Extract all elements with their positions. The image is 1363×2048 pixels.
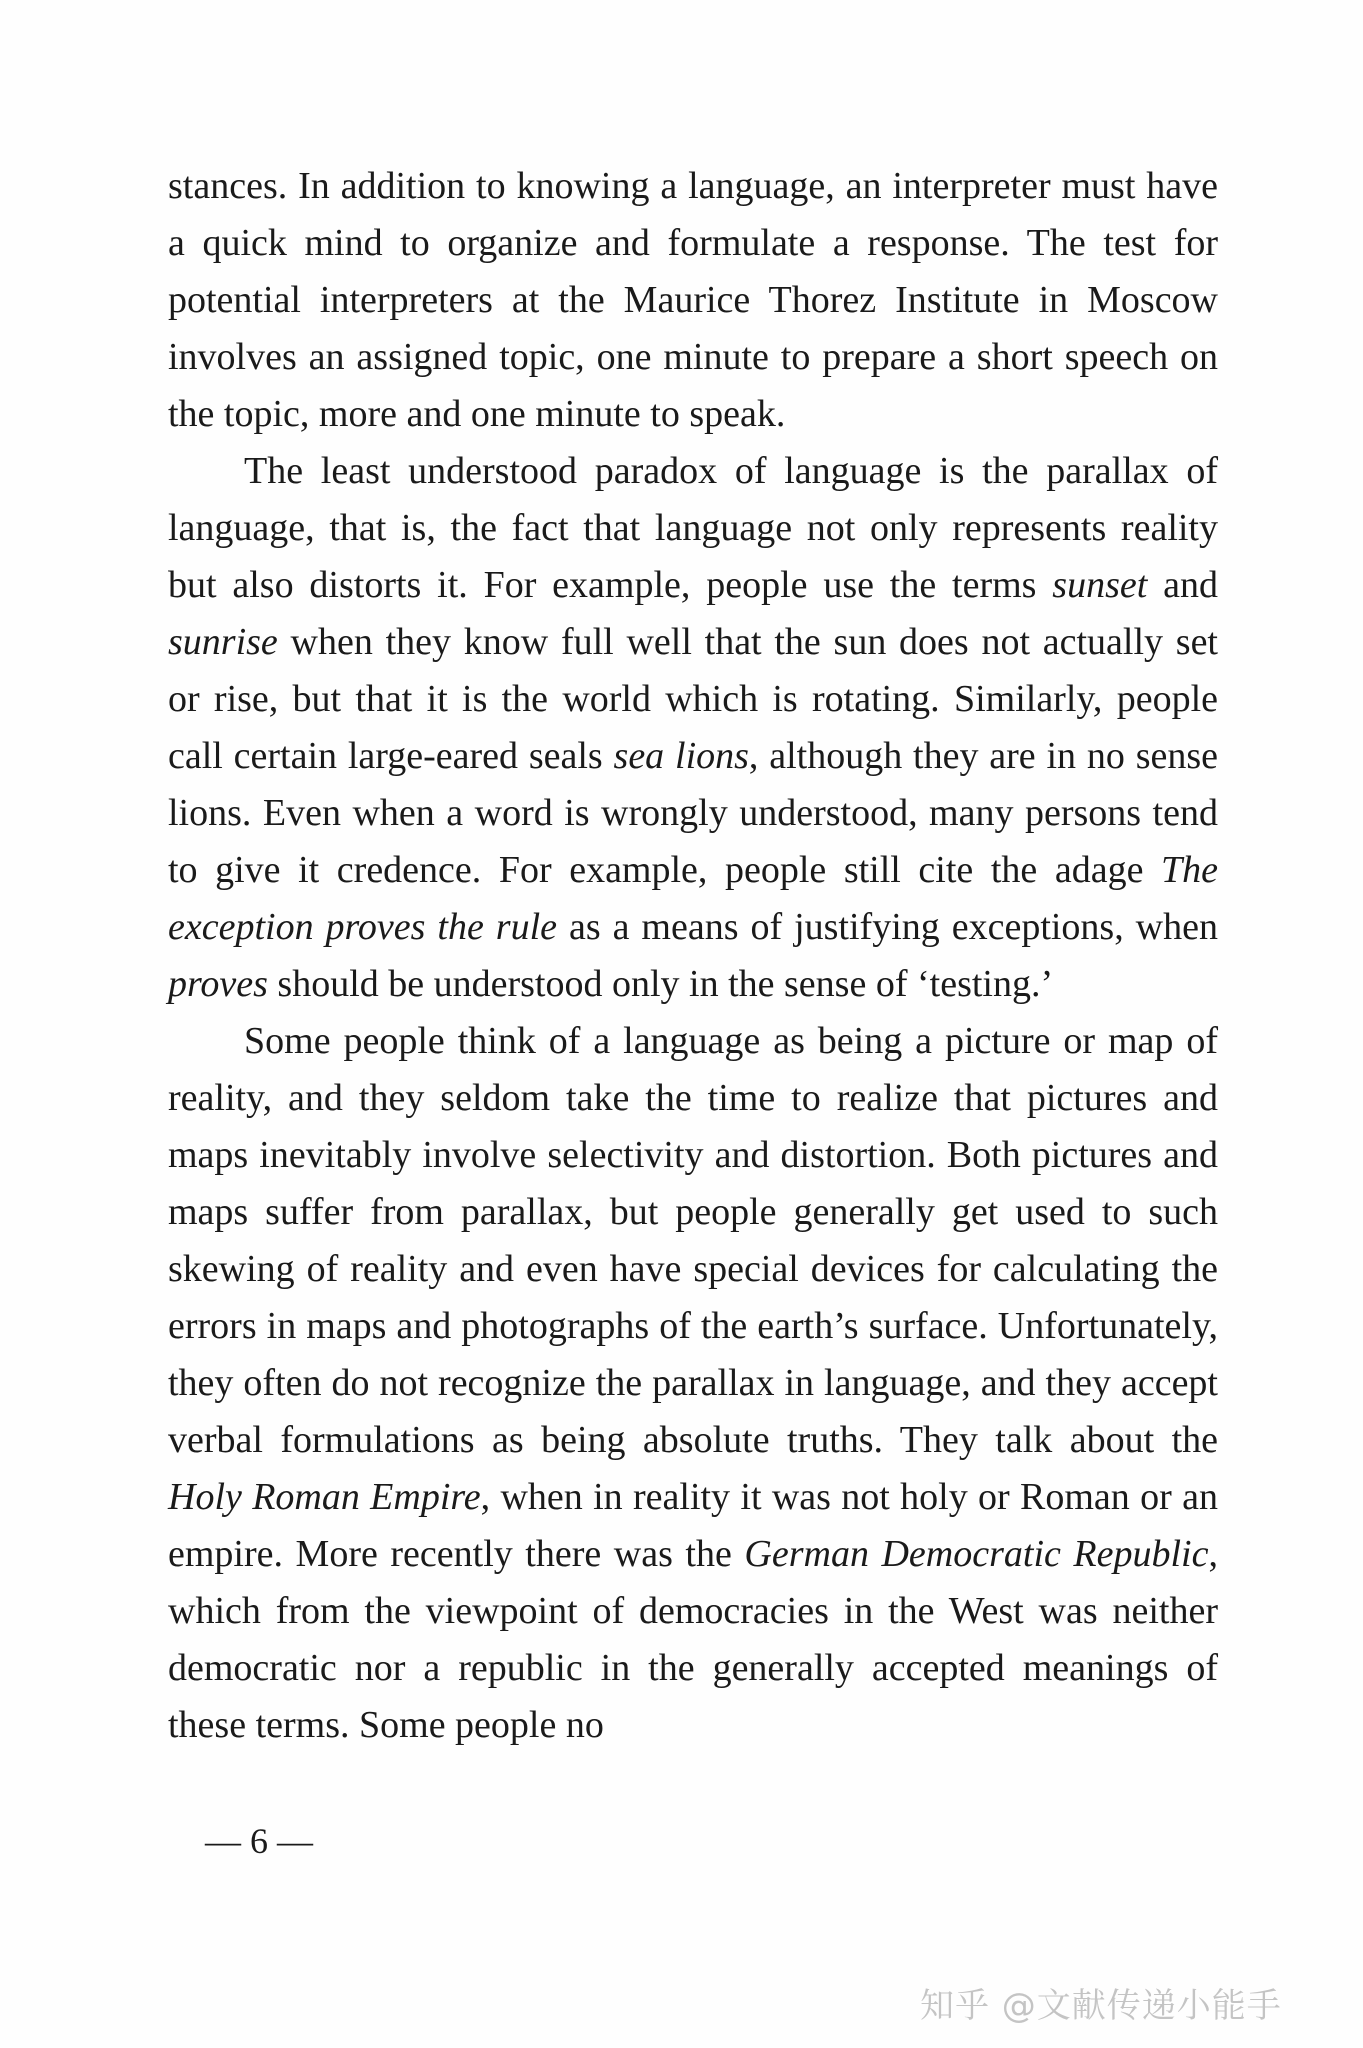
- body-text: [168, 158, 1218, 1754]
- text-run: should be understood only in the sense of ‘testing.’: [267, 963, 1054, 1005]
- page-number: — 6 —: [205, 1821, 313, 1861]
- italic-term: sunrise: [168, 621, 278, 663]
- italic-term: German Democratic Republic: [744, 1533, 1209, 1575]
- zhihu-watermark: 知乎 @文献传递小能手: [920, 1986, 1282, 2026]
- text-run: , although they are in no sense lions. Even when a word is wrongly understood, many persons tend to give it credence. For example, people still cite the adage: [168, 735, 1218, 891]
- text-run: The least understood paradox of language is the parallax of language, that is, the fact that language not only represents reality but also distorts it. For example, people use the terms: [168, 450, 1218, 606]
- text-run: when they know full well that the sun does not actually set or rise, but that it is the world which is rotating. Similarly, people call certain large-eared seals: [168, 621, 1218, 777]
- italic-term: proves: [168, 963, 268, 1005]
- text-run: , which from the viewpoint of democracies in the West was neither democratic nor a republic in the generally accepted meanings of these terms. Some people no: [168, 1533, 1218, 1746]
- italic-term: sea lions: [613, 735, 749, 777]
- text-run: Some people think of a language as being a picture or map of reality, and they seldom take the time to realize that pictures and maps inevitably involve selectivity and distortion. Both pictures and maps suffer from parallax, but people generally get used to such skewing of reality and even have special devices for calculating the errors in maps and photographs of the earth’s surface. Unfortunately, they often do not recognize the parallax in language, and they accept verbal formulations as being absolute truths. They talk about the: [168, 1020, 1218, 1461]
- italic-term: The exception proves the rule: [168, 849, 1218, 948]
- paragraph-2: [168, 443, 1218, 1013]
- italic-term: sunset: [1052, 564, 1148, 606]
- paragraph-3: [168, 1013, 1218, 1754]
- text-run: as a means of justifying exceptions, when: [557, 906, 1218, 948]
- italic-term: Holy Roman Empire: [168, 1476, 481, 1518]
- text-run: stances. In addition to knowing a language, an interpreter must have a quick mind to organize and formulate a response. The test for potential interpreters at the Maurice Thorez Institute in Moscow involves an assigned topic, one minute to prepare a short speech on the topic, more and one minute to speak.: [168, 165, 1218, 435]
- text-run: , when in reality it was not holy or Roman or an empire. More recently there was the: [168, 1476, 1218, 1575]
- text-run: and: [1147, 564, 1218, 606]
- paragraph-1: [168, 158, 1218, 443]
